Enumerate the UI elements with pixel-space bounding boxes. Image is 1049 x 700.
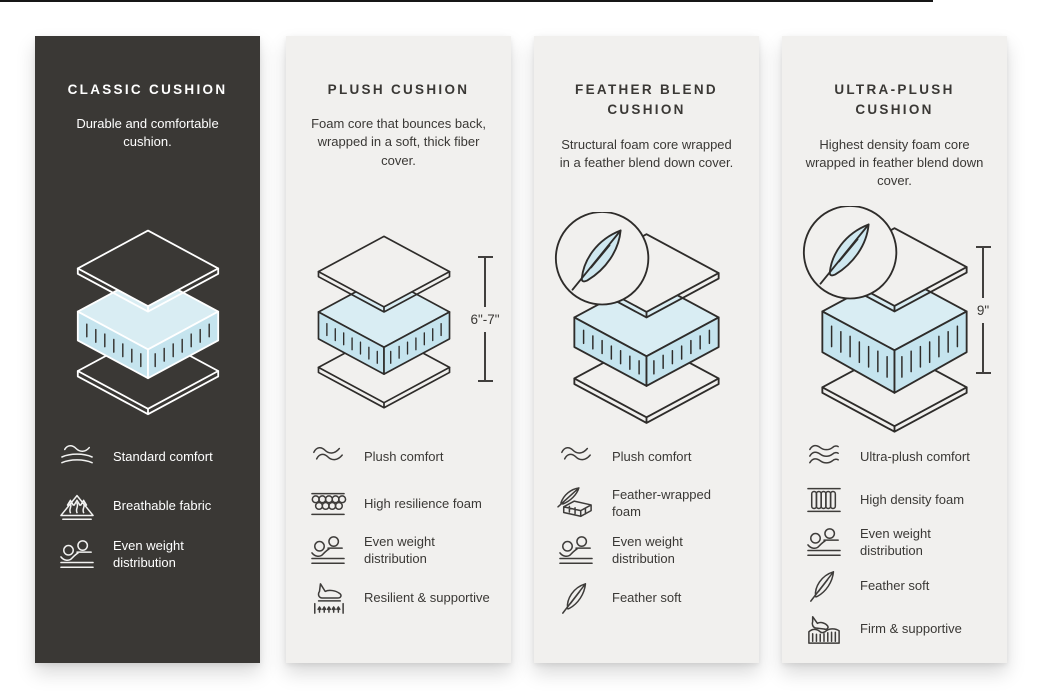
- feature-row: [556, 534, 751, 568]
- dimension-label: 9": [976, 302, 990, 318]
- cushion-illustration: [534, 200, 759, 440]
- dimension-line: [982, 248, 984, 298]
- card-description: Highest density foam core wrapped in feather blend down cover.: [805, 136, 984, 188]
- feature-row: [804, 526, 999, 560]
- feature-label: Even weight distribution: [364, 534, 435, 566]
- cushion-layers-icon: [802, 206, 990, 434]
- dimension-line: [982, 323, 984, 373]
- feature-row: [308, 534, 503, 568]
- feature-label: Resilient & supportive: [364, 589, 490, 605]
- feature-list: [804, 440, 999, 655]
- feature-row: [308, 440, 503, 474]
- feature-row: [57, 538, 252, 572]
- feature-row: [804, 440, 999, 474]
- dimension-marker: [961, 246, 1005, 374]
- feature-label: Plush comfort: [612, 448, 692, 464]
- feather-foam-icon: [556, 487, 596, 521]
- feature-list: [308, 440, 503, 628]
- even-weight-icon: [556, 534, 596, 568]
- density-foam-icon: [804, 483, 844, 517]
- firm-support-icon: [804, 612, 844, 646]
- card-classic-cushion: [35, 36, 260, 663]
- feature-row: [57, 440, 252, 474]
- cushion-layers-icon: [554, 212, 739, 428]
- card-description: Foam core that bounces back, wrapped in a soft, thick fiber cover.: [311, 116, 486, 168]
- cushion-illustration: [782, 200, 1007, 440]
- feather-icon: [804, 569, 844, 603]
- card-feather-blend-cushion: [534, 36, 759, 663]
- card-description: Structural foam core wrapped in a feather blend down cover.: [559, 136, 734, 170]
- feature-label: Feather soft: [612, 589, 682, 605]
- card-title: CLASSIC CUSHION: [67, 82, 228, 97]
- feature-label: Feather soft: [860, 577, 930, 593]
- card-title: PLUSH CUSHION: [327, 82, 470, 97]
- feature-row: [556, 487, 751, 521]
- feature-label: Breathable fabric: [113, 497, 212, 513]
- feature-row: [308, 581, 503, 615]
- cushion-layers-icon: [58, 227, 238, 418]
- even-weight-icon: [308, 534, 348, 568]
- breathable-fabric-icon: [57, 489, 97, 523]
- feature-label: Standard comfort: [113, 448, 213, 464]
- cushion-layers-icon: [300, 233, 468, 411]
- feature-label: Feather-wrapped foam: [612, 487, 711, 519]
- resilience-foam-icon: [308, 487, 348, 521]
- even-weight-icon: [57, 538, 97, 572]
- comfort-waves-icon: [57, 440, 97, 474]
- feature-label: Plush comfort: [364, 448, 444, 464]
- dimension-label: 6"-7": [470, 311, 500, 327]
- feature-row: [804, 483, 999, 517]
- feature-row: [804, 569, 999, 603]
- feature-row: [57, 489, 252, 523]
- plush-waves-icon: [308, 440, 348, 474]
- dimension-line: [484, 332, 486, 381]
- feature-row: [556, 581, 751, 615]
- feature-label: High resilience foam: [364, 495, 482, 511]
- card-description: Durable and comfortable cushion.: [76, 116, 219, 150]
- dimension-line: [484, 258, 486, 307]
- feature-row: [308, 487, 503, 521]
- feather-icon: [556, 581, 596, 615]
- feature-label: Even weight distribution: [113, 538, 184, 570]
- foot-support-icon: [308, 581, 348, 615]
- feature-label: Firm & supportive: [860, 620, 962, 636]
- cushion-illustration: [286, 208, 511, 436]
- dimension-cap: [478, 380, 493, 382]
- dimension-cap: [976, 372, 991, 374]
- card-ultra-plush-cushion: [782, 36, 1007, 663]
- feather-badge-icon: [804, 206, 896, 298]
- feature-label: Even weight distribution: [612, 534, 683, 566]
- feature-label: Even weight distribution: [860, 526, 931, 558]
- frame-edge: [0, 0, 933, 2]
- feature-list: [556, 440, 751, 628]
- dimension-marker: [463, 256, 507, 382]
- plush-waves-icon: [556, 440, 596, 474]
- feature-row: [804, 612, 999, 646]
- card-title: FEATHER BLEND CUSHION: [575, 82, 718, 118]
- feather-badge-icon: [556, 212, 648, 304]
- card-title: ULTRA-PLUSH CUSHION: [834, 82, 955, 118]
- feature-label: Ultra-plush comfort: [860, 448, 970, 464]
- even-weight-icon: [804, 526, 844, 560]
- feature-list: [57, 440, 252, 587]
- cushion-illustration: [35, 208, 260, 436]
- ultra-waves-icon: [804, 440, 844, 474]
- feature-row: [556, 440, 751, 474]
- card-plush-cushion: [286, 36, 511, 663]
- feature-label: High density foam: [860, 491, 965, 507]
